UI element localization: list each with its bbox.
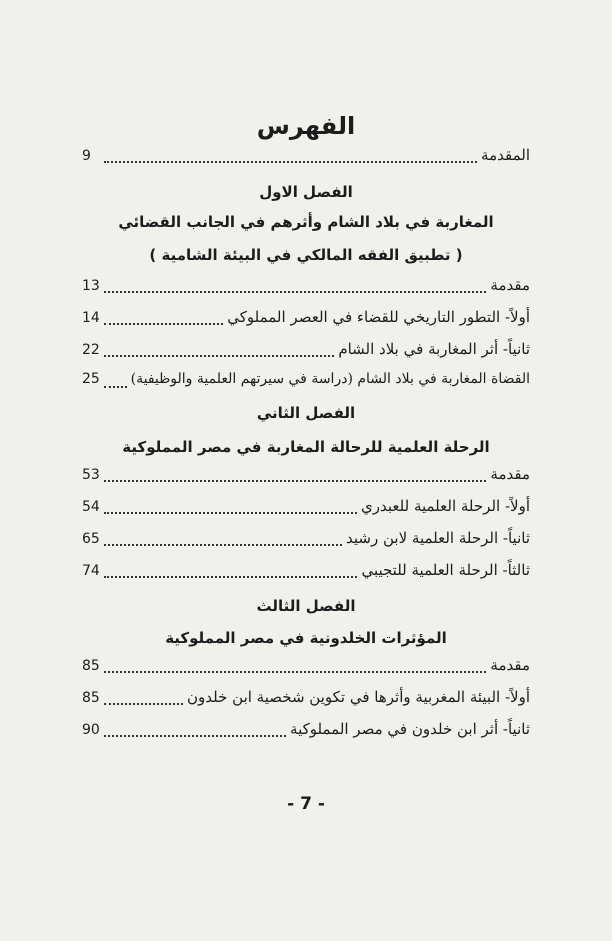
leader-dots: [104, 502, 357, 514]
leader-dots: [104, 345, 334, 357]
toc-entry: [82, 529, 530, 551]
toc-entry: [82, 688, 530, 710]
chapter-3-number: الفصل الثالث: [256, 597, 356, 615]
toc-entry-page: 85: [82, 658, 100, 674]
leader-dots: [104, 376, 127, 388]
toc-entry: [82, 720, 530, 742]
toc-entry: [82, 371, 530, 393]
toc-entry-page: 54: [82, 499, 100, 515]
toc-entry: [82, 276, 530, 298]
toc-entry-label: أولاً- البيئة المغربية وأثرها في تكوين شخصية ابن خلدون: [187, 688, 530, 706]
leader-dots: [104, 725, 286, 737]
toc-entry: [82, 497, 530, 519]
toc-entry-label: ثانياً- أثر ابن خلدون في مصر المملوكية: [290, 720, 530, 738]
chapter-1-number: الفصل الاول: [259, 183, 353, 201]
toc-entry-intro: [82, 146, 530, 168]
chapter-1-title: المغاربة في بلاد الشام وأثرهم في الجانب القضائي: [118, 213, 494, 231]
toc-entry: [82, 561, 530, 583]
chapter-3-title: المؤثرات الخلدونية في مصر المملوكية: [165, 629, 447, 647]
toc-entry-page: 65: [82, 531, 100, 547]
toc-entry-page: 9: [82, 148, 91, 164]
toc-entry-label: مقدمة: [490, 465, 530, 483]
toc-entry-label: ثانياً- الرحلة العلمية لابن رشيد: [346, 529, 530, 547]
leader-dots: [104, 313, 223, 325]
leader-dots: [104, 661, 486, 673]
chapter-2-number: الفصل الثاني: [256, 404, 356, 422]
toc-entry-label: أولاً- الرحلة العلمية للعبدري: [361, 497, 530, 515]
leader-dots: [104, 566, 357, 578]
leader-dots: [104, 693, 183, 705]
toc-entry-page: 90: [82, 722, 100, 738]
leader-dots: [104, 470, 486, 482]
toc-entry-page: 74: [82, 563, 100, 579]
chapter-1-subtitle: ( تطبيق الفقه المالكي في البيئة الشامية ): [149, 246, 463, 264]
toc-entry-page: 14: [82, 310, 100, 326]
toc-entry: [82, 308, 530, 330]
toc-entry: [82, 656, 530, 678]
toc-entry: [82, 465, 530, 487]
toc-entry-page: 25: [82, 371, 100, 387]
toc-entry: [82, 340, 530, 362]
toc-entry-page: 13: [82, 278, 100, 294]
toc-entry-label: ثانياً- أثر المغاربة في بلاد الشام: [338, 340, 530, 358]
toc-entry-label: مقدمة: [490, 656, 530, 674]
toc-entry-label: أولاً- التطور التاريخي للقضاء في العصر المملوكي: [227, 308, 530, 326]
toc-entry-label: القضاة المغاربة في بلاد الشام (دراسة في سيرتهم العلمية والوظيفية): [130, 371, 530, 387]
toc-entry-page: 53: [82, 467, 100, 483]
leader-dots: [104, 534, 342, 546]
toc-entry-label: مقدمة: [490, 276, 530, 294]
chapter-2-title: الرحلة العلمية للرحالة المغاربة في مصر المملوكية: [122, 438, 490, 456]
toc-entry-label: ثالثاً- الرحلة العلمية للتجيبي: [361, 561, 530, 579]
toc-entry-page: 85: [82, 690, 100, 706]
leader-dots: [104, 281, 486, 293]
page-number: - 7 -: [287, 794, 325, 814]
leader-dots: [104, 151, 477, 163]
toc-entry-page: 22: [82, 342, 100, 358]
toc-entry-label: المقدمة: [481, 146, 530, 164]
page-title: الفهرس: [256, 112, 356, 140]
